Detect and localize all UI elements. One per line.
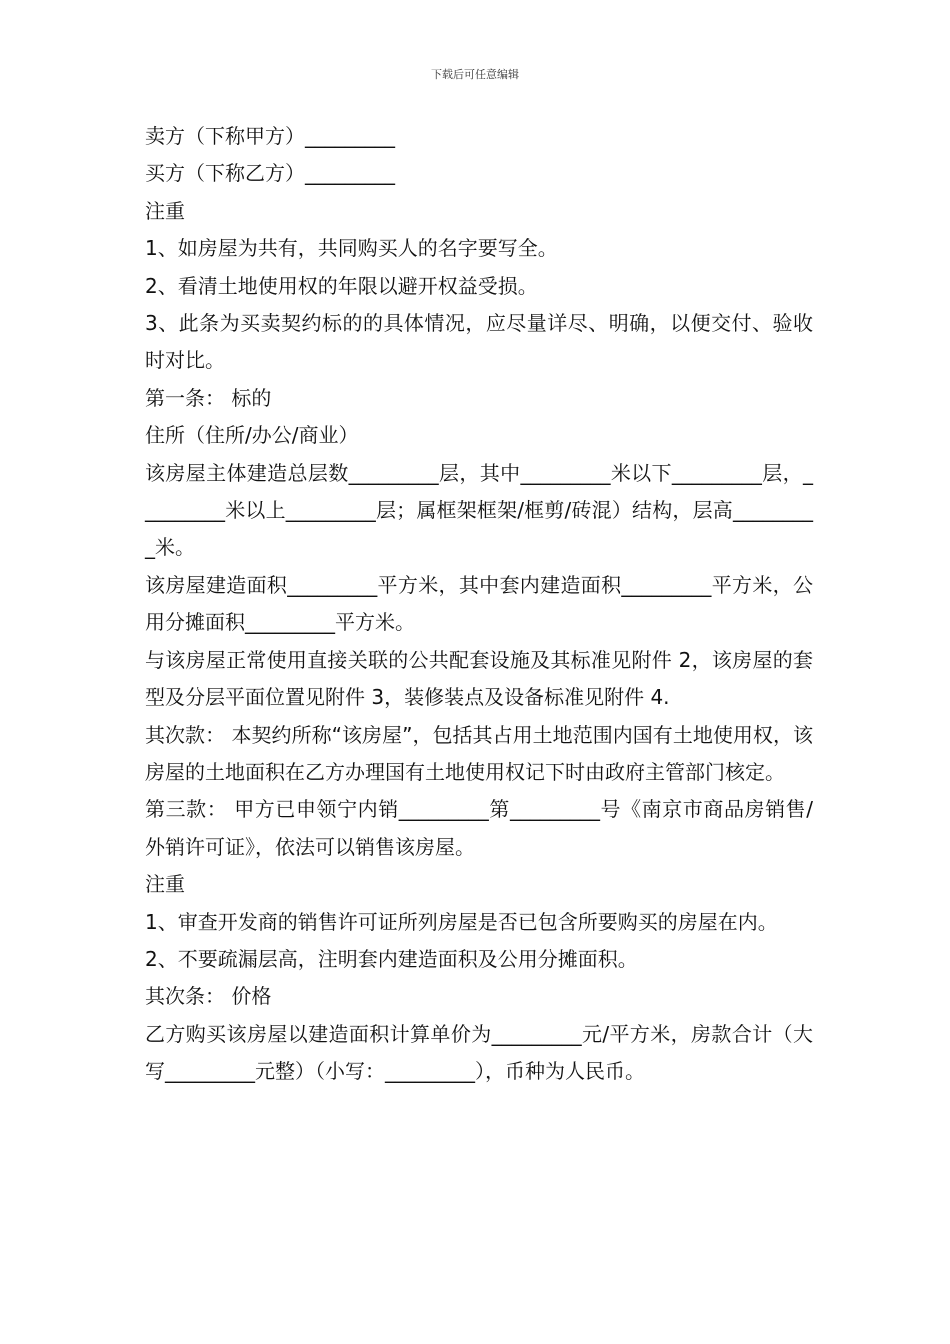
clause-paragraph: 第三款： 甲方已申领宁内销_________第_________号《南京市商品房销售/外销许可证》，依法可以销售该房屋。 bbox=[145, 797, 813, 859]
paragraph: 该房屋主体建造总层数_________层，其中_________米以下_________层，_________米以上_________层；属框架框架/框剪/砖混）结构，层高_________米。 bbox=[145, 460, 813, 560]
note-item: 2、不要疏漏层高，注明套内建造面积及公用分摊面积。 bbox=[145, 946, 638, 971]
note-heading: 注重 bbox=[145, 872, 185, 897]
note-item: 1、审查开发商的销售许可证所列房屋是否已包含所要购买的房屋在内。 bbox=[145, 909, 778, 934]
article-heading: 其次条： 价格 bbox=[145, 984, 272, 1009]
paragraph: 与该房屋正常使用直接关联的公共配套设施及其标准见附件 2，该房屋的套型及分层平面位置见附件 3，装修装点及设备标准见附件 4. bbox=[145, 647, 813, 710]
note-item: 1、如房屋为共有，共同购买人的名字要写全。 bbox=[145, 236, 558, 261]
paragraph: 住所（住所/办公/商业） bbox=[145, 423, 359, 448]
seller-line: 卖方（下称甲方）_________ bbox=[145, 124, 395, 148]
note-heading: 注重 bbox=[145, 198, 185, 223]
document-body bbox=[145, 118, 813, 1091]
note-item: 2、看清土地使用权的年限以避开权益受损。 bbox=[145, 273, 538, 298]
note-item: 3、此条为买卖契约标的的具体情况，应尽量详尽、明确，以便交付、验收时对比。 bbox=[145, 311, 813, 373]
paragraph: 该房屋建造面积_________平方米，其中套内建造面积_________平方米，公用分摊面积_________平方米。 bbox=[145, 572, 813, 635]
buyer-line: 买方（下称乙方）_________ bbox=[145, 161, 395, 186]
article-heading: 第一条： 标的 bbox=[145, 385, 272, 410]
paragraph: 乙方购买该房屋以建造面积计算单价为_________元/平方米，房款合计（大写_________元整）（小写：_________），币种为人民币。 bbox=[145, 1021, 813, 1084]
clause-paragraph: 其次款： 本契约所称“该房屋”，包括其占用土地范围内国有土地使用权，该房屋的土地面积在乙方办理国有土地使用权记下时由政府主管部门核定。 bbox=[145, 722, 813, 784]
page-header: 下载后可任意编辑 bbox=[431, 68, 519, 81]
